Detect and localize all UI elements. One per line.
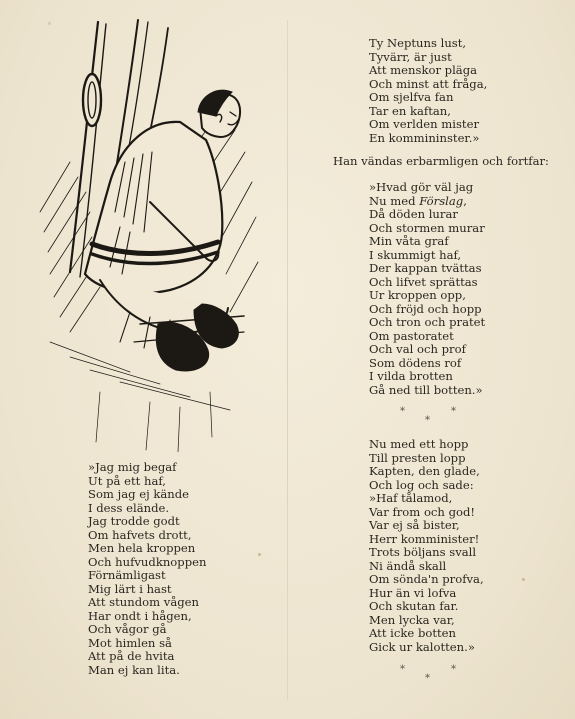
verse-line: Att menskor pläga [369, 63, 478, 77]
verse-line: Att icke botten [369, 626, 456, 640]
verse-line: »Haf tålamod, [369, 491, 453, 505]
verse-line: Att på de hvita [88, 649, 175, 663]
verse-line: Gick ur kalotten.» [369, 639, 475, 654]
verse-line: Och log och sade: [369, 477, 474, 492]
verse-line: »Jag mig begaf [88, 460, 177, 474]
seasick-clergyman-illustration [30, 12, 260, 452]
verse-line: Om pastoratet [369, 328, 454, 343]
verse-line: Förnämligast [88, 568, 166, 582]
verse-line: Om sönda'n profva, [369, 572, 484, 586]
verse-line: Och stormen murar [369, 220, 485, 235]
asterism-star: * [451, 664, 456, 675]
verse-line: Och minst att fråga, [369, 76, 488, 91]
verse-line: Som jag ej kände [88, 487, 190, 501]
verse-line: Var from och god! [369, 504, 476, 519]
verse-stanza-sea [88, 461, 206, 677]
verse-line: Mig lärt i hast [88, 581, 172, 596]
verse-line: Jag trodde godt [88, 514, 180, 528]
verse-line: Ty Neptuns lust, [369, 36, 467, 50]
verse-line: Att stundom vågen [88, 595, 200, 609]
verse-stanza-forslag [369, 181, 485, 397]
verse-line: Som dödens rof [369, 355, 462, 370]
asterism-divider [398, 406, 458, 426]
verse-line: I vilda brotten [369, 369, 453, 383]
verse-line: Min våta graf [369, 234, 449, 248]
verse-line: Man ej kan lita. [88, 662, 180, 677]
asterism-star: * [425, 415, 430, 426]
verse-line: Och fröjd och hopp [369, 301, 482, 316]
verse-line: Ni ändå skall [369, 558, 447, 573]
asterism-star: * [400, 664, 405, 675]
verse-line: Trots böljans svall [369, 545, 477, 559]
verse-line [369, 195, 485, 209]
verse-line: Ur kroppen opp, [369, 288, 466, 302]
verse-line: Der kappan tvättas [369, 261, 482, 275]
verse-line: Om verlden mister [369, 117, 479, 131]
paper-speck [48, 22, 51, 25]
verse-line: »Hvad gör väl jag [369, 180, 474, 194]
verse-line: Då döden lurar [369, 207, 458, 221]
paper-speck [522, 578, 525, 581]
verse-stanza-captain [369, 438, 484, 654]
verse-line: Tyvärr, är just [369, 49, 452, 64]
verse-line: Och skutan far. [369, 599, 459, 613]
verse-line: Kapten, den glade, [369, 464, 480, 478]
verse-line: Var ej så bister, [369, 518, 460, 532]
verse-line: I dess elände. [88, 500, 170, 515]
verse-line: Till presten lopp [369, 450, 466, 465]
verse-line: Herr komminister! [369, 531, 480, 546]
asterism-star: * [425, 673, 430, 684]
verse-line-text: Nu med Förslag, [369, 193, 467, 208]
verse-line: Och vågor gå [88, 622, 167, 636]
verse-line: Gå ned till botten.» [369, 382, 483, 397]
italic-word: Förslag [419, 193, 464, 208]
verse-line: Har ondt i hågen, [88, 608, 192, 623]
verse-line: Ut på ett haf, [88, 473, 166, 488]
verse-line: Nu med ett hopp [369, 437, 469, 451]
asterism-star: * [400, 406, 405, 417]
verse-line: Mot himlen så [88, 635, 172, 650]
verse-line: Tar en kaftan, [369, 103, 451, 118]
verse-line: Men lycka var, [369, 612, 455, 627]
verse-line: Och val och prof [369, 342, 466, 356]
verse-line: Om hafvets drott, [88, 527, 192, 542]
verse-line: Men hela kroppen [88, 541, 196, 555]
verse-stanza-neptune [369, 37, 487, 145]
asterism-divider [398, 664, 458, 684]
verse-line: Om sjelfva fan [369, 90, 454, 104]
verse-line: Och hufvudknoppen [88, 554, 207, 569]
verse-line: Och lifvet sprättas [369, 274, 478, 289]
verse-line: En kommininster.» [369, 130, 480, 145]
verse-line: Hur än vi lofva [369, 585, 457, 600]
paper-speck [258, 553, 261, 556]
page-divider [287, 20, 288, 700]
verse-line: Och tron och pratet [369, 315, 486, 329]
asterism-star: * [451, 406, 456, 417]
prose-line: Han vändas erbarmligen och fortfar: [333, 154, 549, 168]
verse-line: I skummigt haf, [369, 247, 462, 262]
